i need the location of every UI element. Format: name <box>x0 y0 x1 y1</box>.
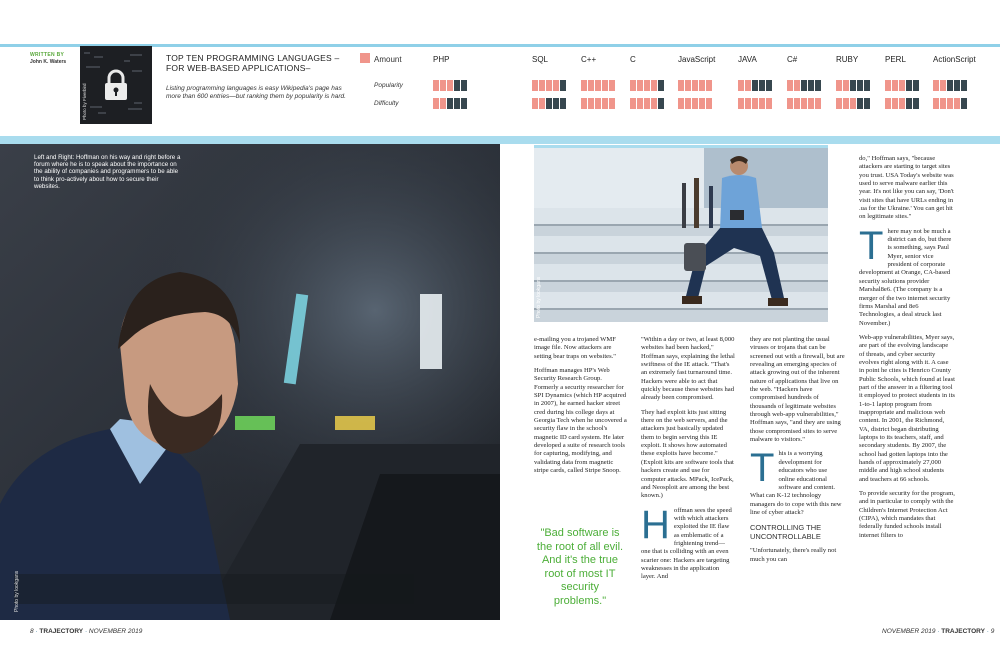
rating-cell <box>857 80 863 91</box>
hoffman-stairs-photo <box>534 145 828 322</box>
rating-cell <box>685 98 691 109</box>
language-name: PHP <box>433 55 450 64</box>
magazine-name: TRAJECTORY <box>941 628 985 635</box>
rating-cell <box>752 98 758 109</box>
rating-cell <box>808 80 814 91</box>
rating-cell <box>933 98 939 109</box>
padlock-icon <box>105 71 127 100</box>
rating-cell <box>454 98 460 109</box>
left-photo-credit: Photo by lookgans <box>14 570 20 612</box>
issue-date: NOVEMBER 2019 <box>88 628 143 635</box>
popularity-rating <box>787 80 821 91</box>
rating-cell <box>738 98 744 109</box>
rating-cell <box>913 80 919 91</box>
rating-cell <box>815 98 821 109</box>
rating-cell <box>961 80 967 91</box>
article-column-1 <box>534 336 628 482</box>
rating-cell <box>843 80 849 91</box>
rating-cell <box>609 80 615 91</box>
drop-cap: H <box>641 502 670 547</box>
thumb-credit: Photo by Fiverbird <box>82 83 87 120</box>
section-subhead: CONTROLLING THE UNCONTROLLABLE <box>750 523 822 542</box>
rating-cell <box>940 80 946 91</box>
written-by-label: WRITTEN BY <box>30 52 65 58</box>
col4-paragraph: do," Hoffman says, "because attackers are starting to target sites you trust. USA Today's website was used to serve malware earlier this year. It's not like you can say, 'Don't visit sites that have URLs ending in .ua for the Ukraine.' You can get hit on legitimate sites." <box>859 155 954 221</box>
popularity-rating <box>532 80 566 91</box>
issue-date: NOVEMBER 2019 <box>882 628 936 635</box>
rating-cell <box>745 98 751 109</box>
rating-cell <box>954 80 960 91</box>
legend-swatch <box>360 53 370 63</box>
rating-cell <box>706 80 712 91</box>
rating-cell <box>745 80 751 91</box>
page-number: 8 <box>30 628 34 635</box>
difficulty-rating <box>433 98 467 109</box>
rating-cell <box>961 98 967 109</box>
article-column-2 <box>641 336 735 588</box>
difficulty-rating <box>885 98 919 109</box>
rating-cell <box>685 80 691 91</box>
rating-cell <box>954 98 960 109</box>
rating-cell <box>766 80 772 91</box>
rating-cell <box>794 80 800 91</box>
rating-cell <box>794 98 800 109</box>
rating-cell <box>857 98 863 109</box>
rating-cell <box>899 98 905 109</box>
rating-cell <box>630 80 636 91</box>
rating-cell <box>836 98 842 109</box>
hoffman-escalator-photo <box>0 144 500 620</box>
difficulty-rating <box>738 98 772 109</box>
rating-cell <box>678 80 684 91</box>
rating-cell <box>864 80 870 91</box>
rating-cell <box>913 98 919 109</box>
article-column-4 <box>859 155 955 546</box>
rating-cell <box>787 80 793 91</box>
rating-cell <box>658 80 664 91</box>
popularity-rating <box>836 80 870 91</box>
col4-paragraph: To provide security for the program, and in particular to comply with the Children's Internet Protection Act (CIPA), which mandates that federally funded schools install internet filters to <box>859 490 955 539</box>
magazine-name: TRAJECTORY <box>39 628 84 635</box>
rating-cell <box>864 98 870 109</box>
rating-cell <box>581 80 587 91</box>
rating-cell <box>539 80 545 91</box>
popularity-rating <box>581 80 615 91</box>
language-name: JAVA <box>738 55 757 64</box>
language-name: SQL <box>532 55 549 64</box>
legend-label: Amount <box>374 55 402 64</box>
rating-cell <box>440 80 446 91</box>
language-name: C++ <box>581 55 597 64</box>
rating-cell <box>947 98 953 109</box>
rating-cell <box>947 80 953 91</box>
language-name: C <box>630 55 636 64</box>
rating-cell <box>461 98 467 109</box>
popularity-rating <box>738 80 772 91</box>
language-name: C# <box>787 55 798 64</box>
col3-dropcap-paragraph: This is a worrying development for educators who use online educational software and content. What can K-12 technology managers do to cope with this new line of cyber attack? <box>750 446 842 516</box>
rating-cell <box>699 98 705 109</box>
language-name: ActionScript <box>933 55 976 64</box>
rating-cell <box>461 80 467 91</box>
infographic-description: Listing programming languages is easy Wikipedia's page has more than 600 entries—but ranking them by popularity is hard. <box>166 85 346 100</box>
col2-dropcap-paragraph: Hoffman sees the speed with which attackers exploited the IE flaw as emblematic of a frightening trend— one that is colliding with an even scarier one: Hackers are targeting weaknesses in the application layer. And <box>641 502 732 581</box>
rating-cell <box>560 98 566 109</box>
rating-cell <box>738 80 744 91</box>
rating-cell <box>539 98 545 109</box>
rating-cell <box>651 80 657 91</box>
language-name: RUBY <box>836 55 859 64</box>
col1-paragraph: e-mailing you a trojaned WMF image file. Now attackers are setting bear traps on websites." <box>534 336 616 360</box>
popularity-rating <box>630 80 664 91</box>
row-label-popularity: Popularity <box>374 82 403 89</box>
popularity-rating <box>885 80 919 91</box>
pull-quote: "Bad software is the root of all evil. And it's the true root of most IT security problems." <box>536 527 624 607</box>
rating-cell <box>553 80 559 91</box>
difficulty-rating <box>836 98 870 109</box>
rating-cell <box>766 98 772 109</box>
difficulty-rating <box>678 98 712 109</box>
difficulty-rating <box>630 98 664 109</box>
page-number: 9 <box>990 628 995 635</box>
rating-cell <box>843 98 849 109</box>
difficulty-rating <box>933 98 967 109</box>
rating-cell <box>630 98 636 109</box>
rating-cell <box>759 98 765 109</box>
lock-thumbnail <box>80 46 152 124</box>
rating-cell <box>637 98 643 109</box>
col4-dropcap-paragraph: There may not be much a district can do, but there is something, says Paul Myer, senior vice president of corporate development at Orange, CA-based security solutions provider Marshal8e6. (The company is a merger of the two internet security firms Marshal and 8e6 Technologies, a deal struck last November.) <box>859 223 952 327</box>
col4-paragraph: Web-app vulnerabilities, Myer says, are part of the evolving landscape of threats, and cyber security evolves right along with it. A case in point he cites is Henrico County Public Schools, which found at least part of the answer in a filtering tool it employed to protect students in its 1-to-1 laptop program from inappropriate and malicious web content. In 2001, the Richmond, VA, district began distributing laptops to its teachers, staff, and secondary students. By 2007, the school had gotten laptops into the hands of approximately 27,000 middle and high school students and teachers at 66 schools. <box>859 333 955 483</box>
rating-cell <box>787 98 793 109</box>
rating-cell <box>906 80 912 91</box>
rating-cell <box>885 80 891 91</box>
popularity-rating <box>933 80 967 91</box>
language-name: JavaScript <box>678 55 716 64</box>
rating-cell <box>581 98 587 109</box>
rating-cell <box>532 80 538 91</box>
rating-cell <box>433 98 439 109</box>
rating-cell <box>678 98 684 109</box>
col2-paragraph: "Within a day or two, at least 8,000 websites had been hacked," Hoffman says, explaining the lethal swiftness of the IE attack. "That's an extremely fast turnaround time. Hackers were able to act that quickly because these websites had already been compromised. <box>641 336 735 402</box>
drop-cap: T <box>750 446 775 491</box>
rating-cell <box>801 98 807 109</box>
rating-cell <box>899 80 905 91</box>
rating-cell <box>595 98 601 109</box>
rating-cell <box>885 98 891 109</box>
row-label-difficulty: Difficulty <box>374 100 399 107</box>
rating-cell <box>454 80 460 91</box>
rating-cell <box>759 80 765 91</box>
rating-cell <box>892 80 898 91</box>
infographic-title: TOP TEN PROGRAMMING LANGUAGES –FOR WEB-BASED APPLICATIONS– <box>166 53 340 73</box>
rating-cell <box>892 98 898 109</box>
rating-cell <box>933 80 939 91</box>
rating-cell <box>440 98 446 109</box>
popularity-rating <box>433 80 467 91</box>
rating-cell <box>692 80 698 91</box>
drop-cap: T <box>859 223 884 268</box>
rating-cell <box>644 80 650 91</box>
rating-cell <box>637 80 643 91</box>
left-folio: 8 · TRAJECTORY · NOVEMBER 2019 <box>30 628 143 635</box>
middle-rule <box>0 136 1000 144</box>
rating-cell <box>692 98 698 109</box>
rating-cell <box>588 98 594 109</box>
rating-cell <box>808 98 814 109</box>
right-folio: NOVEMBER 2019 · TRAJECTORY · 9 <box>882 628 995 635</box>
rating-cell <box>658 98 664 109</box>
rating-cell <box>699 80 705 91</box>
rating-cell <box>651 98 657 109</box>
rating-cell <box>602 80 608 91</box>
rating-cell <box>850 98 856 109</box>
left-photo-caption: Left and Right: Hoffman on his way and right before a forum where he is to speak about the importance on the ability of companies and programmers to be able to think pro-actively about how to secure their websites. <box>34 154 181 190</box>
rating-cell <box>546 98 552 109</box>
rating-cell <box>752 80 758 91</box>
rating-cell <box>850 80 856 91</box>
rating-cell <box>546 80 552 91</box>
rating-cell <box>532 98 538 109</box>
author-name: John K. Waters <box>30 59 67 65</box>
rating-cell <box>801 80 807 91</box>
col3-paragraph: they are not planting the usual viruses or trojans that can be screened out with a firewall, but are revealing an emerging species of attack growing out of the inherent nature of applications that live on the web. "Hackers have compromised hundreds of thousands of legitimate websites through web-app vulnerabilities," Hoffman says, "and they are using those compromised sites to serve malware to visitors." <box>750 336 845 444</box>
rating-cell <box>553 98 559 109</box>
rating-cell <box>433 80 439 91</box>
rating-cell <box>447 98 453 109</box>
rating-cell <box>815 80 821 91</box>
col2-paragraph: They had exploit kits just sitting there on the web servers, and the attackers just basically updated them to begin serving this IE exploit. It shows how automated these exploits have become." (Exploit kits are software tools that hackers create and use for computer attacks. MPack, IcePack, and Neosploit are among the best known.) <box>641 408 734 500</box>
rating-cell <box>940 98 946 109</box>
right-photo-credit: Photo by lookgans <box>536 276 542 318</box>
rating-cell <box>644 98 650 109</box>
rating-cell <box>706 98 712 109</box>
difficulty-rating <box>581 98 615 109</box>
popularity-rating <box>678 80 712 91</box>
rating-cell <box>588 80 594 91</box>
article-column-3 <box>750 336 845 570</box>
rating-cell <box>595 80 601 91</box>
difficulty-rating <box>532 98 566 109</box>
rating-cell <box>906 98 912 109</box>
rating-cell <box>836 80 842 91</box>
difficulty-rating <box>787 98 821 109</box>
rating-cell <box>560 80 566 91</box>
rating-cell <box>609 98 615 109</box>
col3-paragraph: "Unfortunately, there's really not much you can <box>750 547 837 563</box>
rating-cell <box>602 98 608 109</box>
col1-paragraph: Hoffman manages HP's Web Security Research Group. Formerly a security researcher for SPI Dynamics (which HP acquired in 2007), he earned hacker street cred during his college days at Georgia Tech when he uncovered a security flaw in the school's magnetic ID card system. He later developed a suite of research tools for capturing, modifying, and validating data from magnetic stripe cards, called Stripe Snoop. <box>534 367 627 475</box>
rating-cell <box>447 80 453 91</box>
language-name: PERL <box>885 55 906 64</box>
